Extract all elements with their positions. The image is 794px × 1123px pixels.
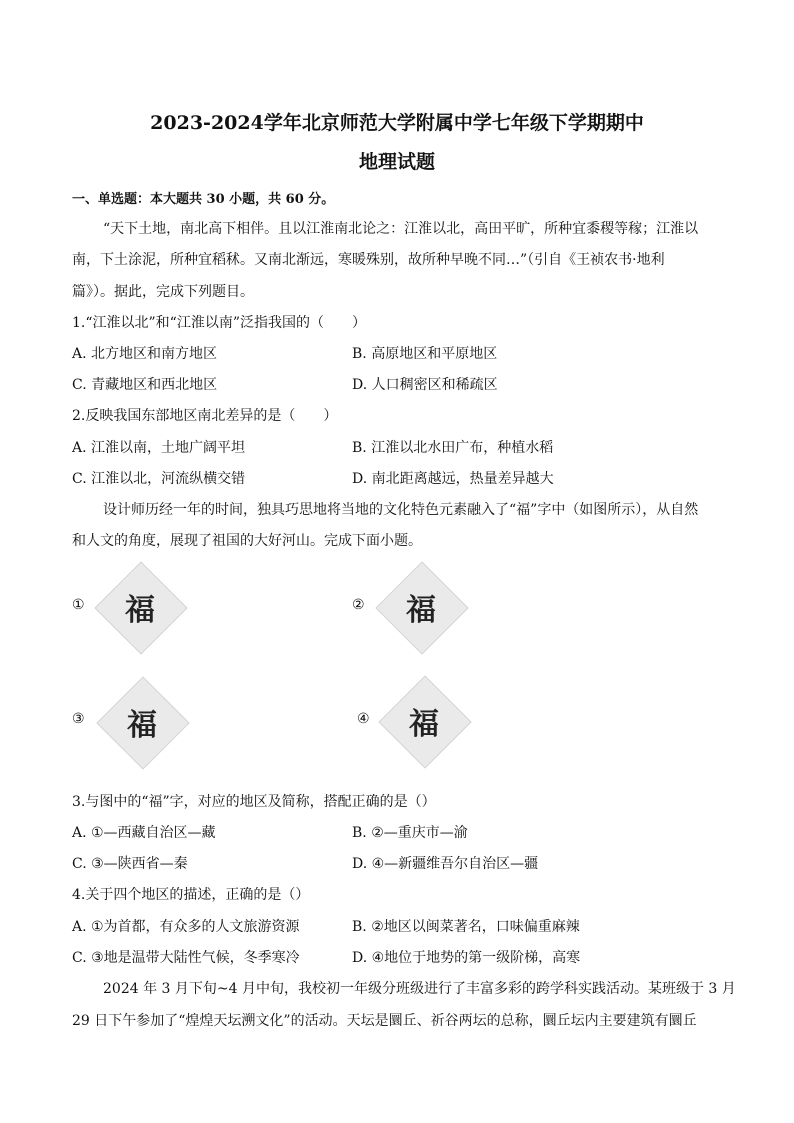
question-4-option-b[interactable]: B. ②地区以闽菜著名，口味偏重麻辣 xyxy=(352,919,580,935)
question-3-option-b[interactable]: B. ②—重庆市—渝 xyxy=(352,825,468,841)
question-2-option-d[interactable]: D. 南北距离越远，热量差异越大 xyxy=(352,471,554,487)
question-1-option-c[interactable]: C. 青藏地区和西北地区 xyxy=(72,377,218,393)
question-3-stem: 3.与图中的“福”字，对应的地区及简称，搭配正确的是（） xyxy=(72,794,436,810)
figure-number-3: ③ xyxy=(72,711,85,727)
passage1-line2: 南，下土涂泥，所种宜稻秫。又南北渐远，寒暖殊别，故所种早晚不同…”（引自《王祯农书·地利 xyxy=(72,252,665,268)
question-3-option-c[interactable]: C. ③—陕西省—秦 xyxy=(72,856,188,872)
passage2-line1: 设计师历经一年的时间，独具巧思地将当地的文化特色元素融入了“福”字中（如图所示），从自然 xyxy=(103,502,699,518)
question-1-option-d[interactable]: D. 人口稠密区和稀疏区 xyxy=(352,377,498,393)
passage2-line2: 和人文的角度，展现了祖国的大好河山。完成下面小题。 xyxy=(72,533,422,549)
page-subtitle: 地理试题 xyxy=(358,151,435,173)
passage1-line3: 篇》）。据此，完成下列题目。 xyxy=(72,284,254,300)
question-4-option-a[interactable]: A. ①为首都，有众多的人文旅游资源 xyxy=(72,919,300,935)
question-1-option-a[interactable]: A. 北方地区和南方地区 xyxy=(72,346,218,362)
question-2-option-b[interactable]: B. 江淮以北水田广布，种植水稻 xyxy=(352,440,554,456)
fu-glyph-1: 福 xyxy=(125,593,155,628)
question-3-option-a[interactable]: A. ①—西藏自治区—藏 xyxy=(72,825,216,841)
question-1-stem: 1.“江淮以北”和“江淮以南”泛指我国的（ ） xyxy=(72,315,366,331)
passage1-line1: “天下土地，南北高下相伴。且以江淮南北论之：江淮以北，高田平旷，所种宜黍稷等稼；江淮以 xyxy=(103,221,699,237)
figure-number-2: ② xyxy=(352,597,365,613)
question-4-option-d[interactable]: D. ④地位于地势的第一级阶梯，高寒 xyxy=(352,950,581,966)
question-2-option-a[interactable]: A. 江淮以南，土地广阔平坦 xyxy=(72,440,246,456)
figure-number-1: ① xyxy=(72,597,85,613)
question-2-option-c[interactable]: C. 江淮以北，河流纵横交错 xyxy=(72,471,246,487)
passage3-line1: 2024 年 3 月下旬~4 月中旬，我校初一年级分班级进行了丰富多彩的跨学科实践活动。某班级于 3 月 xyxy=(103,981,736,997)
fu-glyph-2: 福 xyxy=(406,593,436,628)
question-4-option-c[interactable]: C. ③地是温带大陆性气候，冬季寒冷 xyxy=(72,950,300,966)
question-4-stem: 4.关于四个地区的描述，正确的是（） xyxy=(72,887,310,903)
section-heading: 一、单选题：本大题共 30 小题，共 60 分。 xyxy=(72,192,335,207)
fu-glyph-4: 福 xyxy=(409,707,439,742)
passage3-line2: 29 日下午参加了“煌煌天坛溯文化”的活动。天坛是圜丘、祈谷两坛的总称，圜丘坛内主要建筑有圜丘 xyxy=(72,1013,697,1029)
fu-glyph-3: 福 xyxy=(127,708,157,743)
question-3-option-d[interactable]: D. ④—新疆维吾尔自治区—疆 xyxy=(352,856,539,872)
page-title: 2023-2024学年北京师范大学附属中学七年级下学期期中 xyxy=(150,112,644,134)
figure-number-4: ④ xyxy=(357,711,370,727)
question-1-option-b[interactable]: B. 高原地区和平原地区 xyxy=(352,346,498,362)
question-2-stem: 2.反映我国东部地区南北差异的是（ ） xyxy=(72,408,338,424)
